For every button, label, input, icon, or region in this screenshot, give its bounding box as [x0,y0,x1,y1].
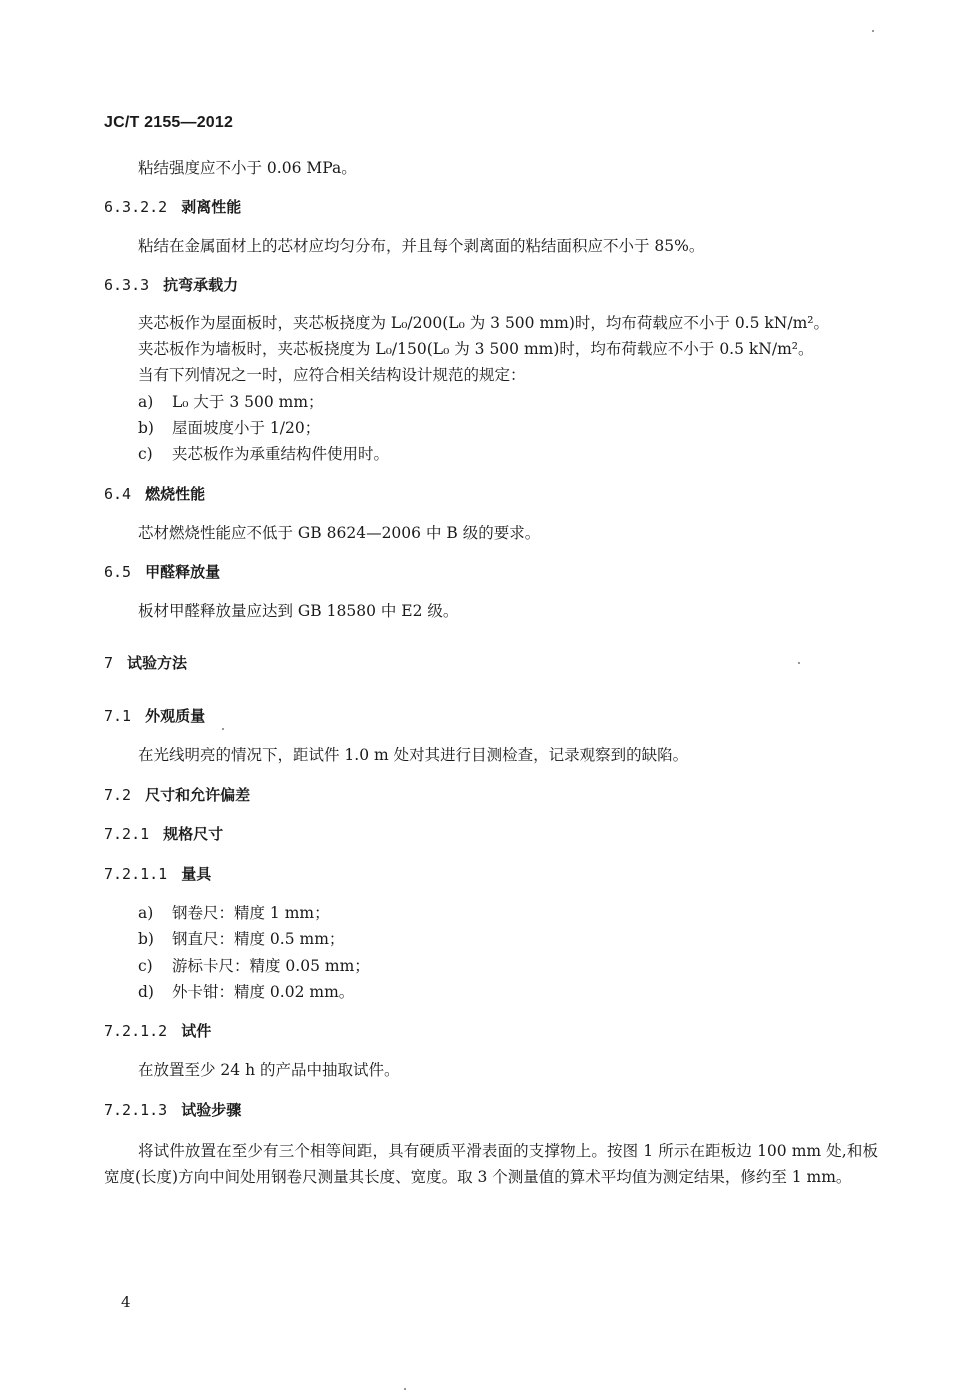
heading-number: 7.1 [104,707,132,725]
list-text: 钢直尺：精度 0.5 mm； [172,930,345,948]
paragraph-test-procedure: 将试件放置在至少有三个相等间距，具有硬质平滑表面的支撑物上。按图 1 所示在距板边 100 mm 处,和板宽度(长度)方向中间处用钢卷尺测量其长度、宽度。取 3 个测量值的算术平均值为测定结果，修约至 1 mm。 [104,1142,878,1186]
heading-7-2-1-2 [104,1021,211,1041]
heading-number: 6.4 [104,485,132,503]
heading-7-2-1-3 [104,1100,241,1120]
paragraph-formaldehyde: 板材甲醛释放量应达到 GB 18580 中 E2 级。 [138,602,459,620]
list-text: L₀ 大于 3 500 mm； [172,393,324,411]
heading-6-4 [104,484,205,504]
heading-title: 试件 [181,1022,212,1040]
list-item [138,392,324,412]
paragraph-peel: 粘结在金属面材上的芯材应均匀分布，并且每个剥离面的粘结面积应不小于 85%。 [138,237,705,255]
scan-speck [404,1388,406,1390]
heading-number: 6.5 [104,563,132,581]
paragraph-appearance: 在光线明亮的情况下，距试件 1.0 m 处对其进行目测检查，记录观察到的缺陷。 [138,746,689,764]
heading-7-2 [104,785,250,805]
paragraph-conditions: 当有下列情况之一时，应符合相关结构设计规范的规定： [138,366,526,384]
heading-title: 试验方法 [127,654,188,672]
list-item [138,903,330,923]
paragraph-wall-panel: 夹芯板作为墙板时，夹芯板挠度为 L₀/150(L₀ 为 3 500 mm)时，均布荷载应不小于 0.5 kN/m²。 [138,340,814,358]
heading-title: 规格尺寸 [163,825,224,843]
heading-title: 燃烧性能 [145,485,206,503]
heading-title: 外观质量 [145,707,206,725]
standard-code: JC/T 2155—2012 [104,114,234,131]
list-text: 游标卡尺：精度 0.05 mm； [172,957,370,975]
heading-title: 尺寸和允许偏差 [145,786,251,804]
heading-number: 7.2.1 [104,825,150,843]
heading-number: 7 [104,654,114,672]
paragraph-specimen: 在放置至少 24 h 的产品中抽取试件。 [138,1061,400,1079]
heading-number: 6.3.2.2 [104,198,168,216]
heading-title: 甲醛释放量 [145,563,221,581]
list-text: 屋面坡度小于 1/20； [172,419,321,437]
heading-number: 7.2.1.2 [104,1022,168,1040]
heading-6-3-2-2 [104,197,241,217]
heading-7 [104,653,187,673]
heading-title: 量具 [181,865,212,883]
heading-number: 7.2 [104,786,132,804]
heading-number: 7.2.1.3 [104,1101,168,1119]
list-text: 钢卷尺：精度 1 mm； [172,904,330,922]
list-item [138,418,320,438]
scan-speck [798,662,800,664]
list-item [138,982,354,1002]
paragraph-bond-strength: 粘结强度应不小于 0.06 MPa。 [138,159,357,177]
list-label: c) [138,445,153,463]
list-label: a) [138,393,154,411]
heading-7-2-1-1 [104,864,211,884]
paragraph-combustion: 芯材燃烧性能应不低于 GB 8624—2006 中 B 级的要求。 [138,524,541,542]
list-text: 外卡钳：精度 0.02 mm。 [172,983,355,1001]
list-text: 夹芯板作为承重结构件使用时。 [172,445,390,463]
heading-title: 试验步骤 [181,1101,242,1119]
heading-title: 剥离性能 [181,198,242,216]
scan-speck [222,728,224,730]
list-item [138,929,344,949]
heading-number: 6.3.3 [104,276,150,294]
heading-7-2-1 [104,824,223,844]
heading-6-5 [104,562,220,582]
list-label: a) [138,904,154,922]
list-label: c) [138,957,153,975]
list-label: d) [138,983,154,1001]
heading-number: 7.2.1.1 [104,865,168,883]
scan-speck [872,30,874,32]
list-item [138,956,370,976]
paragraph-roof-panel: 夹芯板作为屋面板时，夹芯板挠度为 L₀/200(L₀ 为 3 500 mm)时，均布荷载应不小于 0.5 kN/m²。 [138,314,829,332]
list-item [138,444,389,464]
list-label: b) [138,419,154,437]
list-label: b) [138,930,154,948]
page-number: 4 [121,1293,131,1311]
heading-title: 抗弯承载力 [163,276,239,294]
heading-7-1 [104,706,205,726]
heading-6-3-3 [104,275,238,295]
